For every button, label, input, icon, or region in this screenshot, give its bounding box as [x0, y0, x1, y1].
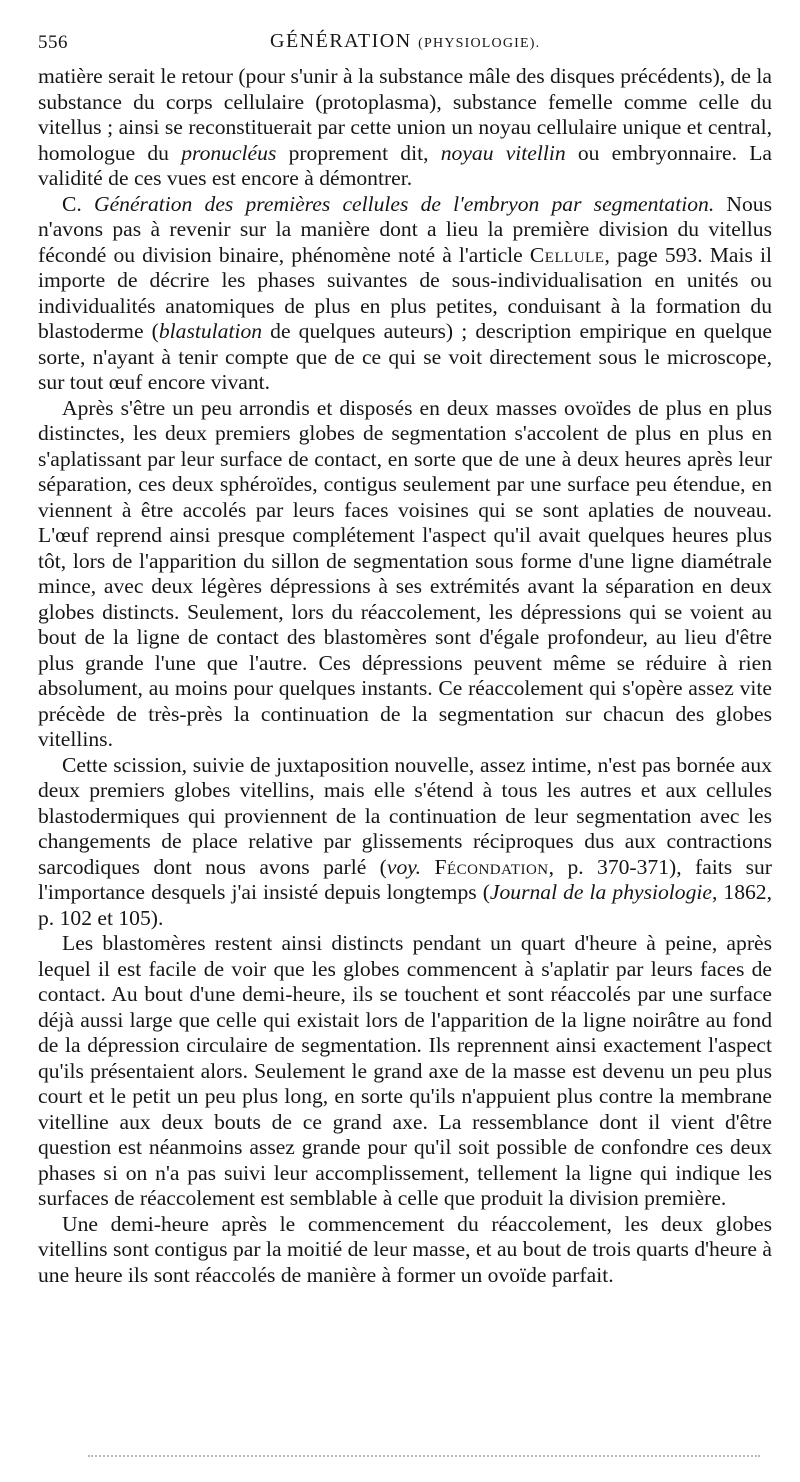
body-text — [38, 64, 772, 1288]
paragraph-6: Une demi-heure après le commencement du réaccolement, les deux globes vitellins sont contigus par la moitié de leur masse, et au bout de trois quarts d'heure à une heure ils sont réaccolés de manière à former un ovoïde parfait. — [38, 1211, 772, 1287]
text-run — [421, 855, 434, 879]
running-head — [38, 24, 772, 54]
cross-reference: Cellule — [529, 242, 605, 267]
italic-term: blastulation — [158, 319, 263, 343]
bottom-dotted-rule — [88, 1455, 760, 1457]
text-run: matière serait le retour (pour s'unir à la substance mâle des disques précédents), de la substance du corps cellulaire (protoplasma), substance femelle comme celle du vitellus ; ainsi se reconstituerait par cette union un noyau cellulaire unique et central, homologue du — [38, 64, 772, 165]
italic-term: pronucléus — [181, 140, 277, 165]
paragraph-4 — [38, 753, 772, 932]
paragraph-1 — [38, 64, 772, 192]
paragraph-2 — [38, 192, 772, 396]
running-title — [270, 30, 540, 53]
paragraph-5: Les blastomères restent ainsi distincts pendant un quart d'heure à peine, après lequel il est facile de voir que les globes commencent à s'aplatir par leurs faces de contact. Au bout d'une demi-heure, ils se touchent et sont réaccolés par une surface déjà aussi large que celle qui existait lors de l'apparition de la ligne noirâtre au fond de la dépression circulaire de segmentation. Ils reprennent ainsi exactement l'aspect qu'ils présentaient alors. Seulement le grand axe de la masse est devenu un peu plus court et le petit un peu plus long, en sorte qu'ils n'appuient plus contre la membrane vitelline aux deux bouts de ce grand axe. La ressemblance dont il vient d'être question est néanmoins assez grande pour qu'il soit possible de confondre ces deux phases si on n'a pas suivi leur accomplissement, tellement la ligne qui indique les surfaces de réaccolement est semblable à celle que produit la division première. — [38, 931, 772, 1210]
text-run: , 1862, p. 102 et 105). — [38, 880, 772, 930]
paragraph-3: Après s'être un peu arrondis et disposés en deux masses ovoïdes de plus en plus distinctes, les deux premiers globes de segmentation s'accolent de plus en plus en s'aplatissant par leur surface de contact, en sorte que de une à deux heures après leur séparation, ces deux sphéroïdes, contigus seulement par une surface peu étendue, en viennent à être accolés par leurs faces voisines qui se sont aplaties de nouveau. L'œuf reprend ainsi presque complétement l'aspect qu'il avait quelques heures plus tôt, lors de l'apparition du sillon de segmentation sous forme d'une ligne diamétrale mince, avec deux légères dépressions à ses extrémités avant la séparation en deux globes distincts. Seulement, lors du réaccolement, les dépressions qui se voient au bout de la ligne de contact des blastomères sont d'égale profondeur, au lieu d'être plus grande l'une que l'autre. Ces dépressions peuvent même se réduire à rien absolument, au moins pour quelques instants. Ce réaccolement qui s'opère assez vite précède de très-près la continuation de la segmentation sur chacun des globes vitellins. — [38, 395, 772, 751]
running-title-sub: (PHYSIOLOGIE). — [418, 36, 541, 51]
text-run: Nous n'avons pas à revenir sur la manière dont a lieu la première division du vitellus fécondé ou division binaire, phénomène noté à l'article — [38, 191, 773, 267]
text-run: , p. 370-371), faits sur l'importance desquels j'ai insisté depuis longtemps ( — [38, 854, 772, 904]
italic-term: noyau vitellin — [440, 140, 566, 165]
cross-reference: Fécondation — [434, 854, 549, 879]
page-number: 556 — [38, 32, 68, 53]
section-heading: Génération des premières cellules de l'embryon par segmentation. — [94, 191, 715, 216]
text-run: , page 593. Mais il importe de décrire les phases suivantes de sous-individualisation en unités ou individualités anatomiques de plus en plus petites, conduisant à la formation du blastoderme ( — [38, 242, 773, 343]
text-run: Cette scission, suivie de juxtaposition nouvelle, assez intime, n'est pas bornée aux deux premiers globes vitellins, mais elle s'étend à tous les autres et aux cellules blastodermiques qui proviennent de la continuation de leur segmentation avec les changements de place relative par glissements réciproques dus aux contractions sarcodiques dont nous avons parlé ( — [38, 752, 772, 879]
text-run: ou embryonnaire. La validité de ces vues est encore à démontrer. — [38, 140, 772, 190]
journal-title: Journal de la physiologie — [489, 880, 712, 904]
italic-term: voy. — [386, 854, 422, 879]
text-run: de quelques auteurs) ; description empirique en quelque sorte, n'ayant à tenir compte que de ce qui se voit directement sous le microscope, sur tout œuf encore vivant. — [38, 319, 772, 394]
text-run: proprement dit, — [276, 140, 441, 165]
running-title-main: GÉNÉRATION — [270, 30, 412, 52]
section-marker: C. — [62, 191, 94, 216]
